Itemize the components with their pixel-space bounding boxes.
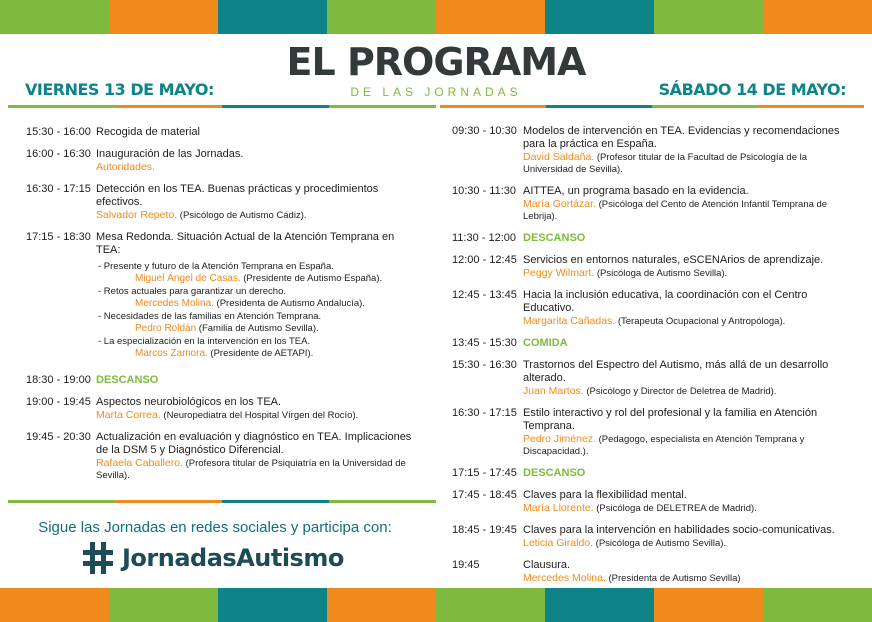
- speaker-note: (Psicóloga de DELETREA de Madrid).: [593, 503, 757, 514]
- speaker-name: Autoridades.: [96, 161, 155, 173]
- break-label: DESCANSO: [523, 232, 586, 244]
- friday-divider: [8, 105, 436, 108]
- item-time: 09:30 - 10:30: [452, 125, 517, 137]
- item-time: 15:30 - 16:00: [26, 126, 91, 138]
- speaker-name: Marta Correa.: [96, 409, 161, 421]
- item-time: 18:30 - 19:00: [26, 374, 91, 386]
- roundtable-item: [98, 286, 421, 310]
- saturday-schedule: [452, 125, 852, 594]
- speaker-name: Mercedes Molina.: [523, 572, 606, 584]
- footer-divider: [8, 500, 436, 503]
- schedule-item: [26, 183, 421, 222]
- item-time: 19:00 - 19:45: [26, 396, 91, 408]
- schedule-item: [452, 489, 852, 515]
- item-title: Aspectos neurobiológicos en los TEA.: [96, 396, 282, 408]
- speaker-name: Peggy Wilmart.: [523, 267, 595, 279]
- item-time: 17:15 - 17:45: [452, 467, 517, 479]
- item-title: Estilo interactivo y rol del profesional y la familia en Atención Temprana.: [523, 407, 818, 432]
- item-title: Claves para la intervención en habilidades socio-comunicativas.: [523, 524, 835, 536]
- page-subtitle: DE LAS JORNADAS: [350, 85, 522, 99]
- speaker-name: María Gortázar.: [523, 198, 596, 210]
- item-title: Detección en los TEA. Buenas prácticas y procedimientos efectivos.: [96, 183, 379, 208]
- speaker-note: (Psicóloga de Autismo Sevilla).: [594, 268, 728, 279]
- speaker-name: Juan Martos.: [523, 385, 584, 397]
- speaker-note: (Neuropediatra del Hospital Vírgen del Rocío).: [160, 410, 359, 421]
- item-title: Mesa Redonda. Situación Actual de la Atención Temprana en TEA:: [96, 231, 395, 256]
- hashtag-banner: [82, 540, 344, 576]
- speaker-name: Leticia Giraldo.: [523, 537, 594, 549]
- speaker-name: Marcos Zamora.: [135, 348, 208, 359]
- schedule-item: [452, 337, 852, 350]
- friday-schedule: [26, 126, 421, 491]
- schedule-item: [452, 524, 852, 550]
- speaker-note: (Profesor titular de la Facultad de Psicología de la Universidad de Sevilla).: [523, 152, 808, 175]
- schedule-item: [26, 126, 421, 139]
- saturday-divider: [440, 105, 864, 108]
- roundtable-topic: - Presente y futuro de la Atención Temprana en España.: [98, 261, 334, 272]
- item-time: 12:00 - 12:45: [452, 254, 517, 266]
- speaker-name: Pedro Jiménez.: [523, 433, 596, 445]
- item-time: 16:30 - 17:15: [26, 183, 91, 195]
- schedule-item: [452, 125, 852, 176]
- schedule-item: [26, 374, 421, 387]
- speaker-note: (Psicóloga del Cento de Atención Infantil Temprana de Lebrija).: [523, 199, 828, 222]
- item-time: 13:45 - 15:30: [452, 337, 517, 349]
- page-title: EL PROGRAMA: [286, 40, 586, 84]
- schedule-item: [452, 254, 852, 280]
- schedule-item: [452, 407, 852, 458]
- item-title: AITTEA, un programa basado en la evidencia.: [523, 185, 749, 197]
- speaker-note: (Psicólogo y Director de Deletrea de Madrid).: [583, 386, 777, 397]
- item-title: Clausura.: [523, 559, 571, 571]
- schedule-item: [452, 232, 852, 245]
- speaker-note: (Presidenta de Autismo Andalucía).: [213, 298, 365, 309]
- roundtable-item: [98, 261, 421, 285]
- speaker-note: (Presidenta de Autismo Sevilla): [605, 573, 741, 584]
- item-title: Actualización en evaluación y diagnóstico en TEA. Implicaciones de la DSM 5 y Diagnóstico Diferencial.: [96, 431, 412, 456]
- item-title: Servicios en entornos naturales, eSCENArios de aprendizaje.: [523, 254, 824, 266]
- item-time: 19:45 - 20:30: [26, 431, 91, 443]
- schedule-item: [452, 359, 852, 398]
- item-time: 19:45: [452, 559, 480, 571]
- item-title: Recogida de material: [96, 126, 200, 138]
- roundtable-list: [28, 261, 421, 360]
- top-color-stripe: [0, 0, 872, 34]
- roundtable-topic: - Necesidades de las familias en Atención Temprana.: [98, 311, 322, 322]
- speaker-name: Salvador Repeto.: [96, 209, 178, 221]
- item-time: 16:00 - 16:30: [26, 148, 91, 160]
- schedule-item: [26, 431, 421, 482]
- item-time: 12:45 - 13:45: [452, 289, 517, 301]
- item-time: 18:45 - 19:45: [452, 524, 517, 536]
- speaker-note: (Psicóloga de Autismo Sevilla).: [593, 538, 727, 549]
- roundtable-item: [98, 336, 421, 360]
- roundtable-topic: - Retos actuales para garantizar un derecho.: [98, 286, 286, 297]
- break-label: DESCANSO: [96, 374, 159, 386]
- saturday-heading: SÁBADO 14 DE MAYO:: [658, 80, 846, 99]
- item-title: Hacia la inclusión educativa, la coordinación con el Centro Educativo.: [523, 289, 808, 314]
- schedule-item: [452, 559, 852, 585]
- schedule-item: [26, 231, 421, 360]
- social-call-to-action: Sigue las Jornadas en redes sociales y participa con:: [38, 519, 392, 536]
- speaker-note: (Familia de Autismo Sevilla).: [196, 323, 319, 334]
- speaker-name: Rafaela Caballero.: [96, 457, 183, 469]
- speaker-name: María Llorente.: [523, 502, 594, 514]
- break-label: COMIDA: [523, 337, 568, 349]
- speaker-name: Mercedes Molina.: [135, 298, 214, 309]
- schedule-item: [26, 396, 421, 422]
- speaker-note: (Pedagogo, especialista en Atención Temprana y Discapacidad.).: [523, 434, 805, 457]
- speaker-note: (Presidente de Autismo España).: [240, 273, 383, 284]
- speaker-note: (Presidente de AETAPI).: [207, 348, 314, 359]
- speaker-note: (Profesora titular de Psiquiatría en la Universidad de Sevilla).: [96, 458, 406, 481]
- speaker-name: Miguel Ángel de Casas.: [135, 273, 241, 284]
- schedule-item: [26, 148, 421, 174]
- speaker-name: Pedro Roldán: [135, 323, 197, 334]
- speaker-name: David Saldaña.: [523, 151, 595, 163]
- item-title: Trastornos del Espectro del Autismo, más allá de un desarrollo alterado.: [523, 359, 829, 384]
- item-time: 17:45 - 18:45: [452, 489, 517, 501]
- bottom-color-stripe: [0, 588, 872, 622]
- roundtable-item: [98, 311, 421, 335]
- item-time: 17:15 - 18:30: [26, 231, 91, 243]
- item-title: Modelos de intervención en TEA. Evidencias y recomendaciones para la práctica en España.: [523, 125, 840, 150]
- item-title: Claves para la flexibilidad mental.: [523, 489, 687, 501]
- hashtag-text: JornadasAutismo: [122, 544, 344, 572]
- item-time: 16:30 - 17:15: [452, 407, 517, 419]
- roundtable-topic: - La especialización en la intervención en los TEA.: [98, 336, 311, 347]
- schedule-item: [452, 467, 852, 480]
- speaker-name: Margarita Cañadas.: [523, 315, 616, 327]
- friday-heading: VIERNES 13 DE MAYO:: [25, 80, 214, 99]
- item-time: 15:30 - 16:30: [452, 359, 517, 371]
- schedule-item: [452, 289, 852, 328]
- item-time: 11:30 - 12:00: [452, 232, 517, 244]
- speaker-note: (Psicólogo de Autismo Cádiz).: [177, 210, 307, 221]
- item-time: 10:30 - 11:30: [452, 185, 517, 197]
- schedule-item: [452, 185, 852, 223]
- speaker-note: (Terapeuta Ocupacional y Antropóloga).: [615, 316, 786, 327]
- item-title: Inauguración de las Jornadas.: [96, 148, 244, 160]
- hashtag-icon: [82, 540, 114, 576]
- break-label: DESCANSO: [523, 467, 586, 479]
